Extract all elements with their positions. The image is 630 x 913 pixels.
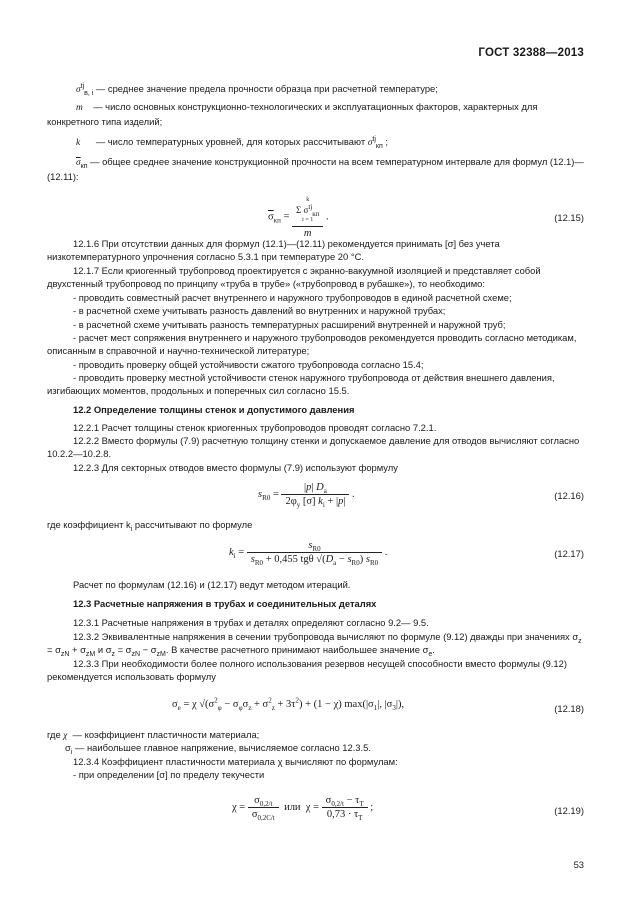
para-12-1-6: 12.1.6 При отсутствии данных для формул (12.1)—(12.11) рекомендуется принимать [σ] без учета низкотемпературного упрочнения согласно 5.3.1 при температуре 20 °С. xyxy=(47,238,500,263)
page-number: 53 xyxy=(573,859,584,870)
para-12-2-2: 12.2.2 Вместо формулы (7.9) расчетную толщину стенки и допускаемое давление для отводов вычисляют согласно 10.2.2—10.2.8. xyxy=(47,435,580,460)
formula-12-18: $\sigma_e = \chi$ $√(\sigma^2_\varphi - \sigma_\varphi\sigma_z + \sigma^2_z + 3\tau^2) + (1 - \chi)$ $\max(|\sigma_1|$, $|\sigma_3|$), xyxy=(172,696,405,713)
eq-number-12-15: (12.15) xyxy=(554,212,584,223)
bullet-yield: - при определении [σ] по пределу текучести xyxy=(73,769,265,780)
def-sigma-kp: $\overline{\sigma}_{кп}$ — общее среднее значение конструкционной прочности на всем температурном интервале для формул (12.1)—(12.11): xyxy=(47,156,584,183)
section-heading-12-3: 12.3 Расчетные напряжения в трубах и соединительных деталях xyxy=(73,598,377,609)
eq-number-12-19: (12.19) xyxy=(554,805,584,816)
bullet-item: - в расчетной схеме учитывать разность температурных расширений внутренней и наружной труб; xyxy=(73,319,506,330)
eq-number-12-17: (12.17) xyxy=(554,548,584,559)
para-12-2-3: 12.2.3 Для секторных отводов вместо формулы (7.9) используют формулу xyxy=(73,462,398,473)
def-m: m — число основных конструкционно-технологических и эксплуатационных факторов, характерных для конкретного типа изделий; xyxy=(47,101,538,128)
def-sigma-b: $\sigma^{tj}_{в, i}$ — среднее значение предела прочности образца при расчетной температуре; xyxy=(76,82,438,97)
para-12-2-1: 12.2.1 Расчет толщины стенок криогенных трубопроводов проводят согласно 7.2.1. xyxy=(73,422,437,433)
bullet-item: - проводить совместный расчет внутреннего и наружного трубопроводов в единой расчетной схеме; xyxy=(73,292,512,303)
section-heading-12-2: 12.2 Определение толщины стенок и допустимого давления xyxy=(73,404,355,415)
bullet-item: - проводить проверку местной устойчивости стенок наружного трубопровода от действия внешнего давления, изгибающих моментов, продольных и поперечных сил согласно 15.5. xyxy=(47,372,555,397)
bullet-item: - проводить проверку общей устойчивости сжатого трубопровода согласно 15.4; xyxy=(73,359,424,370)
para-12-3-4: 12.3.4 Коэффициент пластичности материала χ вычисляют по формулам: xyxy=(73,756,398,767)
para-12-3-1: 12.3.1 Расчетные напряжения в трубах и деталях определяют согласно 9.2— 9.5. xyxy=(73,617,429,628)
eq-number-12-16: (12.16) xyxy=(554,490,584,501)
def-chi: где χ — коэффициент пластичности материала; xyxy=(47,729,260,741)
where-ki: где коэффициент $k_i$ рассчитывают по формуле xyxy=(47,519,253,533)
def-k: k — число температурных уровней, для которых рассчитывают $\sigma^{tj}_{кп}$ ; xyxy=(76,135,388,150)
para-12-3-2: 12.3.2 Эквивалентные напряжения в сечении трубопровода вычисляют по формуле (9.12) дважды при значениях $\sigma_z = \sigma_{zN} + \sigma_{zM}$ и $\sigma_z = \sigma_{zN} - \sigma_{zM}$. В качестве расчетного принимают наибольшее значение $\sigma_e$. xyxy=(47,631,582,659)
bullet-item: - в расчетной схеме учитывать разность давлений во внутренних и наружной трубах; xyxy=(73,305,446,316)
para-12-1-7: 12.1.7 Если криогенный трубопровод проектируется с экранно-вакуумной изоляцией и представляет собой двухстенный трубопровод по принципу «труба в трубе» («трубопровод в рубашке»), то необходимо: xyxy=(47,265,541,290)
para-12-3-3: 12.3.3 При необходимости более полного использования резервов несущей способности вместо формулы (9.12) рекомендуется использовать формулу xyxy=(47,658,567,683)
formula-12-19: χ = $\frac{\sigma_{0,2/t}}{\sigma_{0,2C/t}}$ или χ = $\frac{\sigma_{0,2/t} - \tau_T}{0,73 \cdot \tau_T}$ ; xyxy=(232,795,374,823)
bullet-item: - расчет мест сопряжения внутреннего и наружного трубопроводов рекомендуется проводить согласно методикам, описанным в справочной и научно-технической литературе; xyxy=(47,332,577,357)
def-sigma-i: $\sigma_i$ — наибольшее главное напряжение, вычисляемое согласно 12.3.5. xyxy=(65,742,371,756)
formula-12-16: $s_{R0}$ = $\frac{|p| D_a}{2\varphi_y [\sigma] k_i + |p|}$ . xyxy=(258,482,355,510)
document-header: ГОСТ 32388—2013 xyxy=(478,47,584,59)
para-iteration: Расчет по формулам (12.16) и (12.17) ведут методом итераций. xyxy=(73,579,351,590)
eq-number-12-18: (12.18) xyxy=(554,703,584,714)
formula-12-17: $k_i$ = $\frac{s_{R0}}{s_{R0} + 0,455 tg\theta √(D_a - s_{R0}) s_{R0}}$ . xyxy=(229,540,388,568)
formula-12-15: $\overline{\sigma}_{кп}$ = k Σ $\sigma^{tj}_{кп}$ i = 1 m . xyxy=(268,197,329,239)
